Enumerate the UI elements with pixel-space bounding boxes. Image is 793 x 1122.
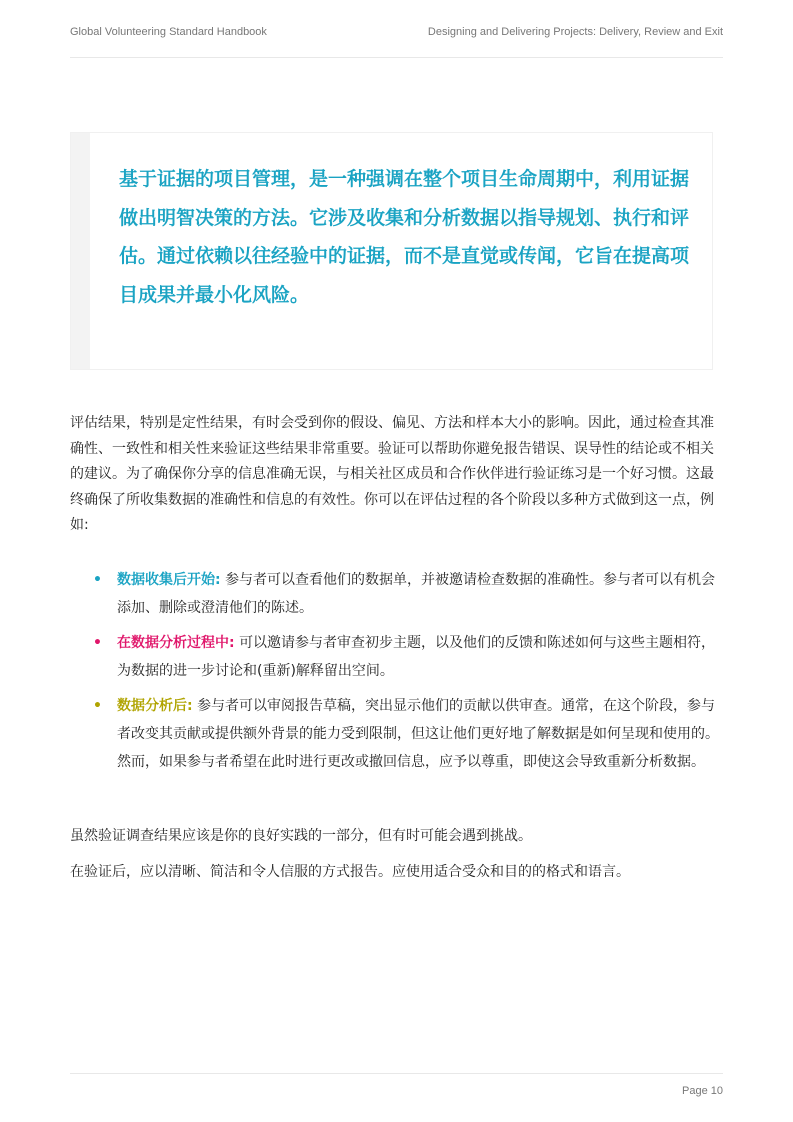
chapter-title: Designing and Delivering Projects: Delivery, Review and Exit xyxy=(427,26,723,38)
bullet-text: 参与者可以查看他们的数据单，并被邀请检查数据的准确性。参与者可以有机会添加、删除或澄清他们的陈述。 xyxy=(117,572,716,616)
bullet-term: 数据分析后: xyxy=(117,698,193,714)
closing-paragraph: 在验证后，应以清晰、简洁和令人信服的方式报告。应使用适合受众和目的的格式和语言。 xyxy=(70,864,630,880)
intro-paragraph: 评估结果，特别是定性结果，有时会受到你的假设、偏见、方法和样本大小的影响。因此，通过检查其准确性、一致性和相关性来验证这些结果非常重要。验证可以帮助你避免报告错误、误导性的结论或不相关的建议。为了确保你分享的信息准确无误，与相关社区成员和合作伙伴进行验证练习是一个好习惯。这最终确保了所收集数据的准确性和信息的有效性。你可以在评估过程的各个阶段以多种方式做到这一点，例如: xyxy=(70,415,714,533)
closing-paragraph: 虽然验证调查结果应该是你的良好实践的一部分，但有时可能会遇到挑战。 xyxy=(70,828,532,844)
list-item xyxy=(70,692,725,776)
bullet-dot-icon: • xyxy=(93,635,102,651)
page-number: Page 10 xyxy=(682,1085,723,1097)
footer-divider xyxy=(70,1073,723,1074)
list-item xyxy=(70,566,725,622)
bullet-text: 参与者可以审阅报告草稿，突出显示他们的贡献以供审查。通常，在这个阶段，参与者改变其贡献或提供额外背景的能力受到限制，但这让他们更好地了解数据是如何呈现和使用的。然而，如果参与者希望在此时进行更改或撤回信息，应予以尊重，即使这会导致重新分析数据。 xyxy=(117,698,719,770)
header-divider xyxy=(70,57,723,58)
page-header xyxy=(70,26,723,46)
bullet-dot-icon: • xyxy=(93,572,102,588)
bullet-dot-icon: • xyxy=(93,698,102,714)
callout-text: 基于证据的项目管理，是一种强调在整个项目生命周期中，利用证据做出明智决策的方法。它涉及收集和分析数据以指导规划、执行和评估。通过依赖以往经验中的证据，而不是直觉或传闻，它旨在提高项目成果并最小化风险。 xyxy=(119,168,690,306)
callout-box xyxy=(70,132,713,370)
handbook-title: Global Volunteering Standard Handbook xyxy=(70,26,267,38)
callout-accent-bar xyxy=(71,133,90,369)
list-item xyxy=(70,629,725,685)
validation-stages-list xyxy=(70,566,725,783)
bullet-term: 数据收集后开始: xyxy=(117,572,221,588)
bullet-text: 可以邀请参与者审查初步主题，以及他们的反馈和陈述如何与这些主题相符，为数据的进一步讨论和(重新)解释留出空间。 xyxy=(117,635,716,679)
bullet-term: 在数据分析过程中: xyxy=(117,635,235,651)
